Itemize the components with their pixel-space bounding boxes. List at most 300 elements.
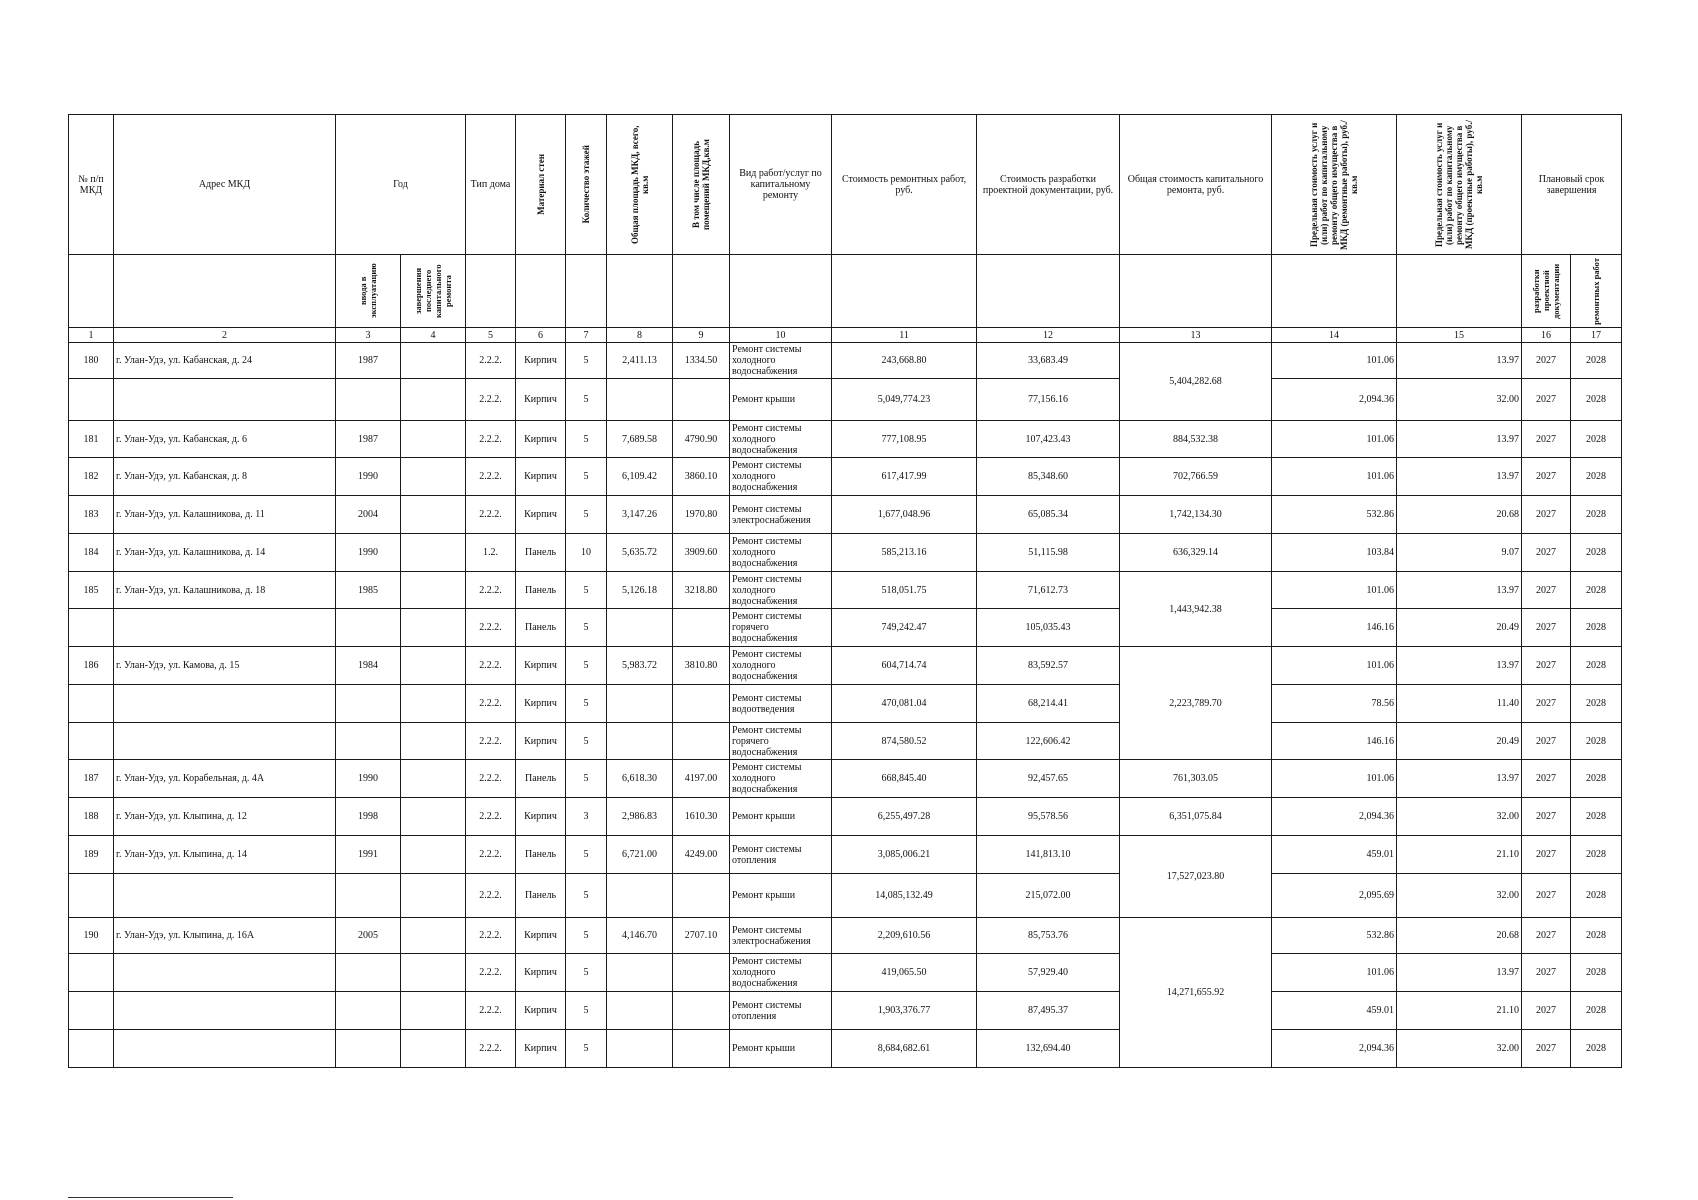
sub-empty bbox=[607, 255, 673, 328]
header-term-design-text: разработки проектной документации bbox=[1531, 263, 1562, 319]
column-number: 8 bbox=[607, 328, 673, 343]
total-cost-cell: 1,742,134.30 bbox=[1120, 496, 1272, 534]
term-repair-cell: 2028 bbox=[1571, 918, 1622, 954]
repair-cost-cell: 777,108.95 bbox=[832, 421, 977, 458]
floors-cell: 5 bbox=[566, 760, 607, 798]
repair-cost-cell: 419,065.50 bbox=[832, 954, 977, 992]
mkd-number: 181 bbox=[69, 421, 114, 458]
year-last-repair-cell bbox=[401, 992, 466, 1030]
repair-cost-cell: 617,417.99 bbox=[832, 458, 977, 496]
floors-cell: 3 bbox=[566, 798, 607, 836]
table-row bbox=[69, 647, 1622, 685]
limit-repair-cell: 101.06 bbox=[1272, 458, 1397, 496]
year-commission-cell bbox=[336, 685, 401, 723]
total-area-cell: 6,618.30 bbox=[607, 760, 673, 798]
year-commission-cell bbox=[336, 379, 401, 421]
design-cost-cell: 83,592.57 bbox=[977, 647, 1120, 685]
term-repair-cell: 2028 bbox=[1571, 992, 1622, 1030]
column-number: 15 bbox=[1397, 328, 1522, 343]
year-last-repair-cell bbox=[401, 723, 466, 760]
header-year: Год bbox=[336, 115, 466, 255]
work-type-cell: Ремонт системы отопления bbox=[730, 836, 832, 874]
limit-design-cell: 21.10 bbox=[1397, 992, 1522, 1030]
house-type-cell: 2.2.2. bbox=[466, 685, 516, 723]
year-last-repair-cell bbox=[401, 1030, 466, 1068]
repair-cost-cell: 668,845.40 bbox=[832, 760, 977, 798]
column-number: 11 bbox=[832, 328, 977, 343]
year-commission-cell bbox=[336, 954, 401, 992]
floors-cell: 5 bbox=[566, 496, 607, 534]
column-number: 2 bbox=[114, 328, 336, 343]
limit-design-cell: 13.97 bbox=[1397, 458, 1522, 496]
design-cost-cell: 105,035.43 bbox=[977, 609, 1120, 647]
limit-design-cell: 32.00 bbox=[1397, 379, 1522, 421]
footnote-line bbox=[68, 1197, 233, 1198]
floors-cell: 5 bbox=[566, 918, 607, 954]
sub-empty bbox=[114, 255, 336, 328]
design-cost-cell: 87,495.37 bbox=[977, 992, 1120, 1030]
year-commission-cell: 2005 bbox=[336, 918, 401, 954]
year-commission-cell bbox=[336, 874, 401, 918]
wall-material-cell: Кирпич bbox=[516, 723, 566, 760]
limit-repair-cell: 2,094.36 bbox=[1272, 1030, 1397, 1068]
term-repair-cell: 2028 bbox=[1571, 343, 1622, 379]
work-type-cell: Ремонт системы электроснабжения bbox=[730, 918, 832, 954]
wall-material-cell: Кирпич bbox=[516, 918, 566, 954]
limit-repair-cell: 532.86 bbox=[1272, 918, 1397, 954]
term-design-cell: 2027 bbox=[1522, 534, 1571, 572]
floors-cell: 5 bbox=[566, 836, 607, 874]
sub-empty bbox=[832, 255, 977, 328]
work-type-cell: Ремонт крыши bbox=[730, 1030, 832, 1068]
year-commission-cell: 1991 bbox=[336, 836, 401, 874]
floors-cell: 5 bbox=[566, 458, 607, 496]
header-term-design bbox=[1522, 255, 1571, 328]
address-cell bbox=[114, 685, 336, 723]
limit-repair-cell: 101.06 bbox=[1272, 421, 1397, 458]
total-cost-cell: 761,303.05 bbox=[1120, 760, 1272, 798]
table-row bbox=[69, 1030, 1622, 1068]
year-last-repair-cell bbox=[401, 572, 466, 609]
premises-area-cell bbox=[673, 685, 730, 723]
year-last-repair-cell bbox=[401, 496, 466, 534]
house-type-cell: 1.2. bbox=[466, 534, 516, 572]
design-cost-cell: 85,753.76 bbox=[977, 918, 1120, 954]
premises-area-cell bbox=[673, 992, 730, 1030]
term-repair-cell: 2028 bbox=[1571, 760, 1622, 798]
premises-area-cell bbox=[673, 874, 730, 918]
wall-material-cell: Панель bbox=[516, 534, 566, 572]
term-design-cell: 2027 bbox=[1522, 647, 1571, 685]
mkd-number bbox=[69, 954, 114, 992]
column-number: 10 bbox=[730, 328, 832, 343]
work-type-cell: Ремонт крыши bbox=[730, 798, 832, 836]
table-row bbox=[69, 534, 1622, 572]
house-type-cell: 2.2.2. bbox=[466, 343, 516, 379]
premises-area-cell: 3218.80 bbox=[673, 572, 730, 609]
limit-design-cell: 11.40 bbox=[1397, 685, 1522, 723]
year-last-repair-cell bbox=[401, 836, 466, 874]
year-commission-cell bbox=[336, 609, 401, 647]
column-number: 12 bbox=[977, 328, 1120, 343]
design-cost-cell: 33,683.49 bbox=[977, 343, 1120, 379]
floors-cell: 5 bbox=[566, 421, 607, 458]
table-row bbox=[69, 609, 1622, 647]
repair-cost-cell: 470,081.04 bbox=[832, 685, 977, 723]
term-design-cell: 2027 bbox=[1522, 874, 1571, 918]
sub-empty bbox=[1397, 255, 1522, 328]
wall-material-cell: Кирпич bbox=[516, 421, 566, 458]
mkd-number: 185 bbox=[69, 572, 114, 609]
house-type-cell: 2.2.2. bbox=[466, 1030, 516, 1068]
total-area-cell bbox=[607, 723, 673, 760]
total-cost-cell: 5,404,282.68 bbox=[1120, 343, 1272, 421]
limit-design-cell: 13.97 bbox=[1397, 760, 1522, 798]
total-area-cell: 5,126.18 bbox=[607, 572, 673, 609]
header-num: № п/п МКД bbox=[69, 115, 114, 255]
column-number: 9 bbox=[673, 328, 730, 343]
work-type-cell: Ремонт системы холодного водоснабжения bbox=[730, 458, 832, 496]
design-cost-cell: 141,813.10 bbox=[977, 836, 1120, 874]
limit-design-cell: 13.97 bbox=[1397, 343, 1522, 379]
house-type-cell: 2.2.2. bbox=[466, 874, 516, 918]
total-area-cell bbox=[607, 1030, 673, 1068]
limit-design-cell: 21.10 bbox=[1397, 836, 1522, 874]
limit-repair-cell: 459.01 bbox=[1272, 992, 1397, 1030]
total-area-cell: 6,721.00 bbox=[607, 836, 673, 874]
house-type-cell: 2.2.2. bbox=[466, 496, 516, 534]
design-cost-cell: 68,214.41 bbox=[977, 685, 1120, 723]
limit-design-cell: 13.97 bbox=[1397, 954, 1522, 992]
work-type-cell: Ремонт системы холодного водоснабжения bbox=[730, 421, 832, 458]
total-area-cell: 5,635.72 bbox=[607, 534, 673, 572]
header-address: Адрес МКД bbox=[114, 115, 336, 255]
header-term-repair bbox=[1571, 255, 1622, 328]
mkd-number bbox=[69, 609, 114, 647]
table-row bbox=[69, 343, 1622, 379]
year-commission-cell: 1987 bbox=[336, 343, 401, 379]
address-cell bbox=[114, 609, 336, 647]
design-cost-cell: 65,085.34 bbox=[977, 496, 1120, 534]
limit-repair-cell: 2,094.36 bbox=[1272, 798, 1397, 836]
table-row bbox=[69, 992, 1622, 1030]
repair-cost-cell: 874,580.52 bbox=[832, 723, 977, 760]
term-repair-cell: 2028 bbox=[1571, 647, 1622, 685]
limit-repair-cell: 101.06 bbox=[1272, 647, 1397, 685]
repair-cost-cell: 5,049,774.23 bbox=[832, 379, 977, 421]
design-cost-cell: 71,612.73 bbox=[977, 572, 1120, 609]
term-repair-cell: 2028 bbox=[1571, 609, 1622, 647]
total-area-cell: 5,983.72 bbox=[607, 647, 673, 685]
table-body bbox=[69, 343, 1622, 1068]
year-commission-cell bbox=[336, 992, 401, 1030]
table-row bbox=[69, 918, 1622, 954]
mkd-number: 183 bbox=[69, 496, 114, 534]
term-repair-cell: 2028 bbox=[1571, 723, 1622, 760]
year-commission-cell: 1990 bbox=[336, 760, 401, 798]
table-row bbox=[69, 836, 1622, 874]
total-cost-cell: 636,329.14 bbox=[1120, 534, 1272, 572]
term-design-cell: 2027 bbox=[1522, 992, 1571, 1030]
sub-empty bbox=[566, 255, 607, 328]
floors-cell: 5 bbox=[566, 874, 607, 918]
premises-area-cell: 1334.50 bbox=[673, 343, 730, 379]
design-cost-cell: 77,156.16 bbox=[977, 379, 1120, 421]
header-year-commission-text: ввода в эксплуатацию bbox=[358, 263, 378, 319]
house-type-cell: 2.2.2. bbox=[466, 572, 516, 609]
wall-material-cell: Панель bbox=[516, 609, 566, 647]
premises-area-cell: 3860.10 bbox=[673, 458, 730, 496]
limit-design-cell: 13.97 bbox=[1397, 647, 1522, 685]
limit-repair-cell: 101.06 bbox=[1272, 760, 1397, 798]
house-type-cell: 2.2.2. bbox=[466, 421, 516, 458]
term-design-cell: 2027 bbox=[1522, 954, 1571, 992]
address-cell bbox=[114, 874, 336, 918]
mkd-number: 188 bbox=[69, 798, 114, 836]
term-design-cell: 2027 bbox=[1522, 836, 1571, 874]
wall-material-cell: Кирпич bbox=[516, 992, 566, 1030]
year-last-repair-cell bbox=[401, 954, 466, 992]
total-area-cell: 6,109.42 bbox=[607, 458, 673, 496]
term-repair-cell: 2028 bbox=[1571, 458, 1622, 496]
term-repair-cell: 2028 bbox=[1571, 572, 1622, 609]
header-limit-repair bbox=[1272, 115, 1397, 255]
header-floors-text: Количество этажей bbox=[581, 145, 592, 224]
mkd-number: 182 bbox=[69, 458, 114, 496]
total-area-cell bbox=[607, 954, 673, 992]
floors-cell: 5 bbox=[566, 723, 607, 760]
limit-repair-cell: 2,094.36 bbox=[1272, 379, 1397, 421]
term-design-cell: 2027 bbox=[1522, 572, 1571, 609]
mkd-number bbox=[69, 685, 114, 723]
total-cost-cell: 1,443,942.38 bbox=[1120, 572, 1272, 647]
design-cost-cell: 95,578.56 bbox=[977, 798, 1120, 836]
work-type-cell: Ремонт системы холодного водоснабжения bbox=[730, 954, 832, 992]
total-area-cell: 2,986.83 bbox=[607, 798, 673, 836]
year-commission-cell bbox=[336, 1030, 401, 1068]
house-type-cell: 2.2.2. bbox=[466, 954, 516, 992]
address-cell bbox=[114, 1030, 336, 1068]
address-cell: г. Улан-Удэ, ул. Корабельная, д. 4А bbox=[114, 760, 336, 798]
limit-repair-cell: 146.16 bbox=[1272, 609, 1397, 647]
year-last-repair-cell bbox=[401, 379, 466, 421]
term-repair-cell: 2028 bbox=[1571, 874, 1622, 918]
work-type-cell: Ремонт системы холодного водоснабжения bbox=[730, 343, 832, 379]
wall-material-cell: Панель bbox=[516, 836, 566, 874]
sub-empty bbox=[466, 255, 516, 328]
total-cost-cell: 2,223,789.70 bbox=[1120, 647, 1272, 760]
sub-empty bbox=[730, 255, 832, 328]
table-row bbox=[69, 798, 1622, 836]
house-type-cell: 2.2.2. bbox=[466, 760, 516, 798]
limit-repair-cell: 146.16 bbox=[1272, 723, 1397, 760]
year-last-repair-cell bbox=[401, 798, 466, 836]
house-type-cell: 2.2.2. bbox=[466, 798, 516, 836]
wall-material-cell: Кирпич bbox=[516, 343, 566, 379]
column-number: 5 bbox=[466, 328, 516, 343]
header-row-sub bbox=[69, 255, 1622, 328]
limit-repair-cell: 103.84 bbox=[1272, 534, 1397, 572]
work-type-cell: Ремонт системы холодного водоснабжения bbox=[730, 647, 832, 685]
limit-design-cell: 32.00 bbox=[1397, 874, 1522, 918]
floors-cell: 5 bbox=[566, 343, 607, 379]
year-last-repair-cell bbox=[401, 421, 466, 458]
limit-design-cell: 20.68 bbox=[1397, 496, 1522, 534]
term-repair-cell: 2028 bbox=[1571, 421, 1622, 458]
table-row bbox=[69, 760, 1622, 798]
table-row bbox=[69, 421, 1622, 458]
address-cell: г. Улан-Удэ, ул. Клыпина, д. 16А bbox=[114, 918, 336, 954]
wall-material-cell: Кирпич bbox=[516, 954, 566, 992]
design-cost-cell: 132,694.40 bbox=[977, 1030, 1120, 1068]
total-area-cell bbox=[607, 874, 673, 918]
repair-cost-cell: 14,085,132.49 bbox=[832, 874, 977, 918]
term-design-cell: 2027 bbox=[1522, 798, 1571, 836]
work-type-cell: Ремонт системы горячего водоснабжения bbox=[730, 723, 832, 760]
floors-cell: 10 bbox=[566, 534, 607, 572]
total-cost-cell: 14,271,655.92 bbox=[1120, 918, 1272, 1068]
mkd-number: 184 bbox=[69, 534, 114, 572]
mkd-number bbox=[69, 874, 114, 918]
total-area-cell bbox=[607, 685, 673, 723]
house-type-cell: 2.2.2. bbox=[466, 647, 516, 685]
year-last-repair-cell bbox=[401, 609, 466, 647]
year-commission-cell: 1990 bbox=[336, 458, 401, 496]
premises-area-cell: 3909.60 bbox=[673, 534, 730, 572]
limit-repair-cell: 101.06 bbox=[1272, 343, 1397, 379]
year-last-repair-cell bbox=[401, 343, 466, 379]
total-cost-cell: 17,527,023.80 bbox=[1120, 836, 1272, 918]
limit-design-cell: 20.49 bbox=[1397, 609, 1522, 647]
wall-material-cell: Кирпич bbox=[516, 1030, 566, 1068]
header-design-cost: Стоимость разработки проектной документации, руб. bbox=[977, 115, 1120, 255]
limit-design-cell: 13.97 bbox=[1397, 421, 1522, 458]
design-cost-cell: 85,348.60 bbox=[977, 458, 1120, 496]
design-cost-cell: 92,457.65 bbox=[977, 760, 1120, 798]
address-cell: г. Улан-Удэ, ул. Калашникова, д. 14 bbox=[114, 534, 336, 572]
table-row bbox=[69, 379, 1622, 421]
premises-area-cell: 3810.80 bbox=[673, 647, 730, 685]
repair-cost-cell: 518,051.75 bbox=[832, 572, 977, 609]
design-cost-cell: 122,606.42 bbox=[977, 723, 1120, 760]
column-number-row bbox=[69, 328, 1622, 343]
total-cost-cell: 6,351,075.84 bbox=[1120, 798, 1272, 836]
repair-cost-cell: 1,903,376.77 bbox=[832, 992, 977, 1030]
wall-material-cell: Кирпич bbox=[516, 458, 566, 496]
mkd-number bbox=[69, 723, 114, 760]
total-area-cell: 3,147.26 bbox=[607, 496, 673, 534]
column-number: 13 bbox=[1120, 328, 1272, 343]
column-number: 3 bbox=[336, 328, 401, 343]
floors-cell: 5 bbox=[566, 685, 607, 723]
wall-material-cell: Панель bbox=[516, 572, 566, 609]
wall-material-cell: Кирпич bbox=[516, 496, 566, 534]
term-design-cell: 2027 bbox=[1522, 609, 1571, 647]
header-floors bbox=[566, 115, 607, 255]
address-cell: г. Улан-Удэ, ул. Клыпина, д. 12 bbox=[114, 798, 336, 836]
wall-material-cell: Кирпич bbox=[516, 798, 566, 836]
design-cost-cell: 215,072.00 bbox=[977, 874, 1120, 918]
limit-repair-cell: 101.06 bbox=[1272, 954, 1397, 992]
term-repair-cell: 2028 bbox=[1571, 685, 1622, 723]
premises-area-cell bbox=[673, 954, 730, 992]
year-last-repair-cell bbox=[401, 874, 466, 918]
header-work-type: Вид работ/услуг по капитальному ремонту bbox=[730, 115, 832, 255]
mkd-number bbox=[69, 379, 114, 421]
year-last-repair-cell bbox=[401, 647, 466, 685]
limit-repair-cell: 101.06 bbox=[1272, 572, 1397, 609]
header-total-area-text: Общая площадь МКД, всего, кв.м bbox=[629, 125, 650, 244]
mkd-number: 186 bbox=[69, 647, 114, 685]
total-area-cell bbox=[607, 609, 673, 647]
address-cell: г. Улан-Удэ, ул. Клыпина, д. 14 bbox=[114, 836, 336, 874]
limit-design-cell: 20.68 bbox=[1397, 918, 1522, 954]
term-repair-cell: 2028 bbox=[1571, 534, 1622, 572]
premises-area-cell: 1610.30 bbox=[673, 798, 730, 836]
sub-empty bbox=[1272, 255, 1397, 328]
premises-area-cell: 2707.10 bbox=[673, 918, 730, 954]
total-area-cell bbox=[607, 992, 673, 1030]
mkd-number bbox=[69, 1030, 114, 1068]
year-last-repair-cell bbox=[401, 534, 466, 572]
limit-repair-cell: 532.86 bbox=[1272, 496, 1397, 534]
header-limit-design-text: Предельная стоимость услуг и (или) работ по капитальному ремонту общего имущества в МКД (проектные работы), руб./кв.м bbox=[1434, 120, 1485, 249]
term-design-cell: 2027 bbox=[1522, 685, 1571, 723]
mkd-number: 189 bbox=[69, 836, 114, 874]
total-area-cell: 2,411.13 bbox=[607, 343, 673, 379]
term-design-cell: 2027 bbox=[1522, 723, 1571, 760]
house-type-cell: 2.2.2. bbox=[466, 918, 516, 954]
total-area-cell: 7,689.58 bbox=[607, 421, 673, 458]
term-design-cell: 2027 bbox=[1522, 379, 1571, 421]
column-number: 1 bbox=[69, 328, 114, 343]
term-design-cell: 2027 bbox=[1522, 421, 1571, 458]
term-repair-cell: 2028 bbox=[1571, 1030, 1622, 1068]
house-type-cell: 2.2.2. bbox=[466, 723, 516, 760]
header-limit-design bbox=[1397, 115, 1522, 255]
premises-area-cell: 4197.00 bbox=[673, 760, 730, 798]
address-cell: г. Улан-Удэ, ул. Калашникова, д. 11 bbox=[114, 496, 336, 534]
mkd-number: 180 bbox=[69, 343, 114, 379]
column-number: 17 bbox=[1571, 328, 1622, 343]
house-type-cell: 2.2.2. bbox=[466, 609, 516, 647]
header-term-repair-text: ремонтных работ bbox=[1591, 257, 1602, 325]
capital-repair-table bbox=[68, 114, 1622, 1068]
mkd-number: 190 bbox=[69, 918, 114, 954]
floors-cell: 5 bbox=[566, 572, 607, 609]
repair-cost-cell: 1,677,048.96 bbox=[832, 496, 977, 534]
address-cell bbox=[114, 723, 336, 760]
repair-cost-cell: 243,668.80 bbox=[832, 343, 977, 379]
table-row bbox=[69, 685, 1622, 723]
table-row bbox=[69, 874, 1622, 918]
work-type-cell: Ремонт системы холодного водоснабжения bbox=[730, 760, 832, 798]
premises-area-cell: 1970.80 bbox=[673, 496, 730, 534]
limit-repair-cell: 459.01 bbox=[1272, 836, 1397, 874]
repair-cost-cell: 585,213.16 bbox=[832, 534, 977, 572]
term-repair-cell: 2028 bbox=[1571, 379, 1622, 421]
year-commission-cell: 1984 bbox=[336, 647, 401, 685]
repair-cost-cell: 6,255,497.28 bbox=[832, 798, 977, 836]
header-year-last-repair bbox=[401, 255, 466, 328]
year-commission-cell: 1987 bbox=[336, 421, 401, 458]
header-premises-area bbox=[673, 115, 730, 255]
column-number: 14 bbox=[1272, 328, 1397, 343]
work-type-cell: Ремонт крыши bbox=[730, 379, 832, 421]
floors-cell: 5 bbox=[566, 647, 607, 685]
floors-cell: 5 bbox=[566, 609, 607, 647]
premises-area-cell: 4790.90 bbox=[673, 421, 730, 458]
